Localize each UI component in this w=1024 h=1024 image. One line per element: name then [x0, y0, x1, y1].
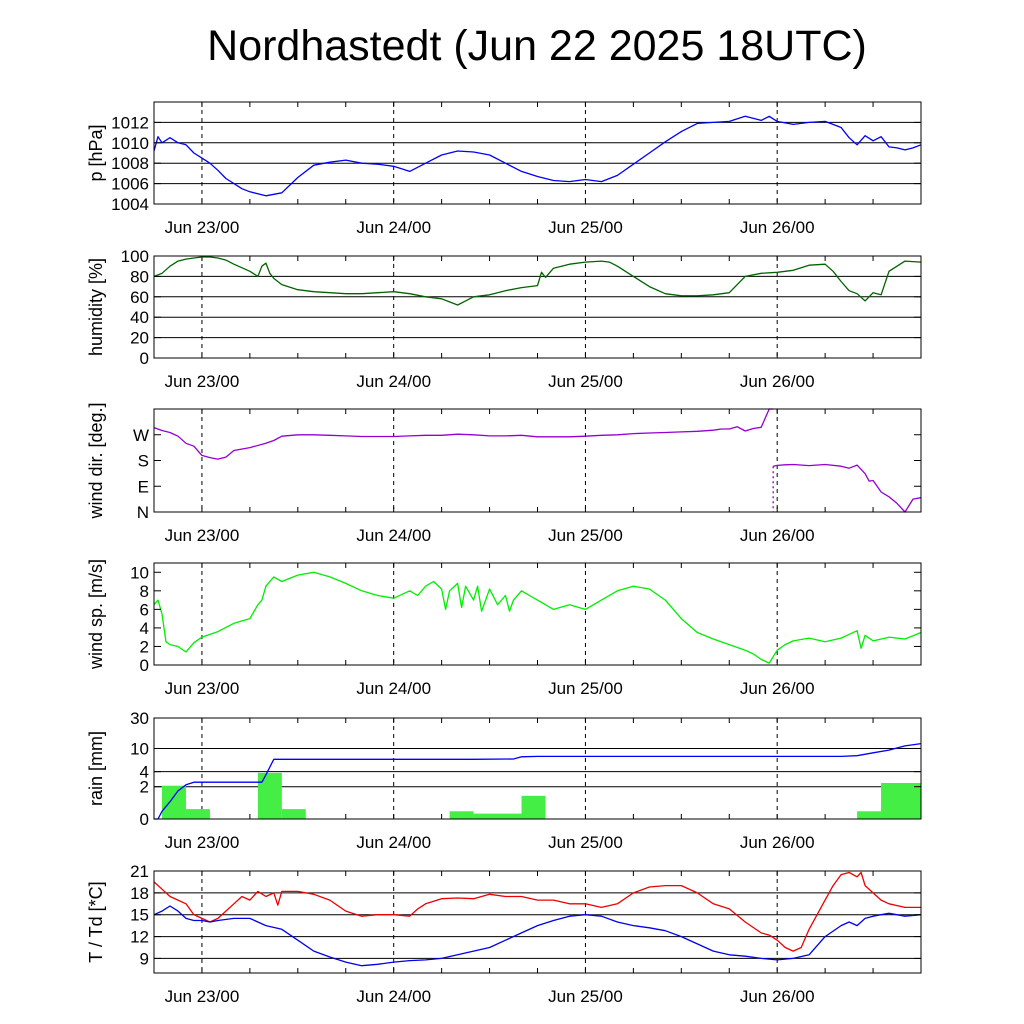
rain-y-tick-label: 2 [139, 777, 149, 797]
rain-x-tick-label: Jun 26/00 [739, 833, 815, 852]
humidity-y-axis-label: humidity [%] [86, 257, 106, 357]
rain-y-tick-label: 0 [139, 810, 149, 829]
rain-bar [474, 814, 522, 819]
humidity-x-tick-label: Jun 26/00 [739, 372, 815, 391]
rain-bar [881, 783, 921, 819]
wind-speed-series-line [154, 572, 921, 663]
wind-direction-x-tick-label: Jun 26/00 [739, 526, 815, 545]
wind-direction-frame [154, 409, 921, 512]
temperature-x-tick-label: Jun 25/00 [548, 987, 623, 1006]
wind-direction-y-tick-label: W [132, 425, 149, 445]
pressure-x-tick-label: Jun 24/00 [356, 218, 432, 237]
temperature-y-axis-label: T / Td [*C] [86, 881, 106, 963]
temperature-y-tick-label: 12 [130, 927, 149, 947]
pressure-panel [154, 102, 921, 204]
chart-title: Nordhastedt (Jun 22 2025 18UTC) [207, 22, 867, 70]
wind-speed-y-axis-label: wind sp. [m/s] [86, 558, 106, 670]
wind-direction-y-tick-label: N [136, 503, 149, 522]
temperature-panel [154, 871, 921, 973]
humidity-y-tick-label: 0 [139, 349, 149, 368]
humidity-x-tick-label: Jun 23/00 [164, 372, 240, 391]
wind-direction-y-tick-label: E [137, 477, 149, 497]
rain-bar [258, 773, 282, 819]
humidity-y-tick-label: 80 [130, 267, 149, 287]
pressure-x-tick-label: Jun 26/00 [739, 218, 815, 237]
temperature-y-tick-label: 15 [130, 905, 149, 925]
rain-x-tick-label: Jun 25/00 [548, 833, 623, 852]
wind-direction-series-line-1 [154, 409, 773, 459]
pressure-y-tick-label: 1006 [111, 174, 149, 194]
humidity-x-tick-label: Jun 24/00 [356, 372, 432, 391]
rain-bar [282, 809, 306, 819]
rain-x-tick-label: Jun 24/00 [356, 833, 432, 852]
wind-speed-x-tick-label: Jun 25/00 [548, 679, 623, 698]
rain-y-tick-label: 30 [130, 709, 149, 728]
pressure-y-tick-label: 1010 [111, 133, 149, 153]
wind-speed-x-tick-label: Jun 24/00 [356, 679, 432, 698]
temperature-x-tick-label: Jun 26/00 [739, 987, 815, 1006]
humidity-y-tick-label: 20 [130, 328, 149, 348]
humidity-panel [154, 256, 921, 358]
temperature-y-tick-label: 9 [139, 949, 149, 969]
wind-direction-y-tick-label: S [137, 451, 149, 471]
wind-speed-y-tick-label: 4 [139, 618, 149, 638]
temperature-x-tick-label: Jun 23/00 [164, 987, 240, 1006]
wind-direction-x-tick-label: Jun 25/00 [548, 526, 623, 545]
wind-speed-panel [154, 563, 921, 665]
humidity-series-line [154, 257, 921, 305]
rain-bar [162, 786, 186, 819]
rain-bar [857, 811, 881, 819]
humidity-y-tick-label: 100 [120, 247, 149, 266]
temperature-y-tick-label: 18 [130, 883, 149, 903]
temperature-y-tick-label: 21 [130, 862, 149, 881]
wind-speed-y-tick-label: 2 [139, 637, 149, 657]
pressure-y-tick-label: 1004 [111, 195, 149, 214]
rain-bar [450, 811, 474, 819]
wind-speed-y-tick-label: 8 [139, 581, 149, 601]
wind-direction-y-axis-label: wind dir. [deg.] [86, 402, 106, 519]
wind-direction-series-line-2 [773, 465, 921, 513]
humidity-y-tick-label: 60 [130, 287, 149, 307]
wind-direction-x-tick-label: Jun 23/00 [164, 526, 240, 545]
pressure-y-axis-label: p [hPa] [86, 124, 106, 182]
wind-direction-x-tick-label: Jun 24/00 [356, 526, 432, 545]
wind-speed-frame [154, 563, 921, 665]
rain-y-tick-label: 4 [139, 762, 149, 782]
wind-direction-panel [154, 409, 921, 512]
rain-y-axis-label: rain [mm] [86, 730, 106, 807]
temperature-frame [154, 871, 921, 973]
pressure-x-tick-label: Jun 23/00 [164, 218, 240, 237]
rain-y-tick-label: 10 [130, 739, 149, 759]
rain-x-tick-label: Jun 23/00 [164, 833, 240, 852]
wind-speed-x-tick-label: Jun 26/00 [739, 679, 815, 698]
temperature-x-tick-label: Jun 24/00 [356, 987, 432, 1006]
wind-speed-y-tick-label: 10 [130, 563, 149, 583]
pressure-x-tick-label: Jun 25/00 [548, 218, 623, 237]
humidity-x-tick-label: Jun 25/00 [548, 372, 623, 391]
wind-speed-x-tick-label: Jun 23/00 [164, 679, 240, 698]
rain-bar [186, 809, 210, 819]
wind-speed-y-tick-label: 0 [139, 656, 149, 675]
pressure-frame [154, 102, 921, 204]
pressure-y-tick-label: 1008 [111, 154, 149, 174]
rain-bar [522, 796, 546, 819]
wind-speed-y-tick-label: 6 [139, 600, 149, 620]
pressure-y-tick-label: 1012 [111, 113, 149, 133]
humidity-y-tick-label: 40 [130, 308, 149, 328]
rain-panel [154, 718, 921, 819]
temperature-series-line-t [154, 873, 921, 952]
